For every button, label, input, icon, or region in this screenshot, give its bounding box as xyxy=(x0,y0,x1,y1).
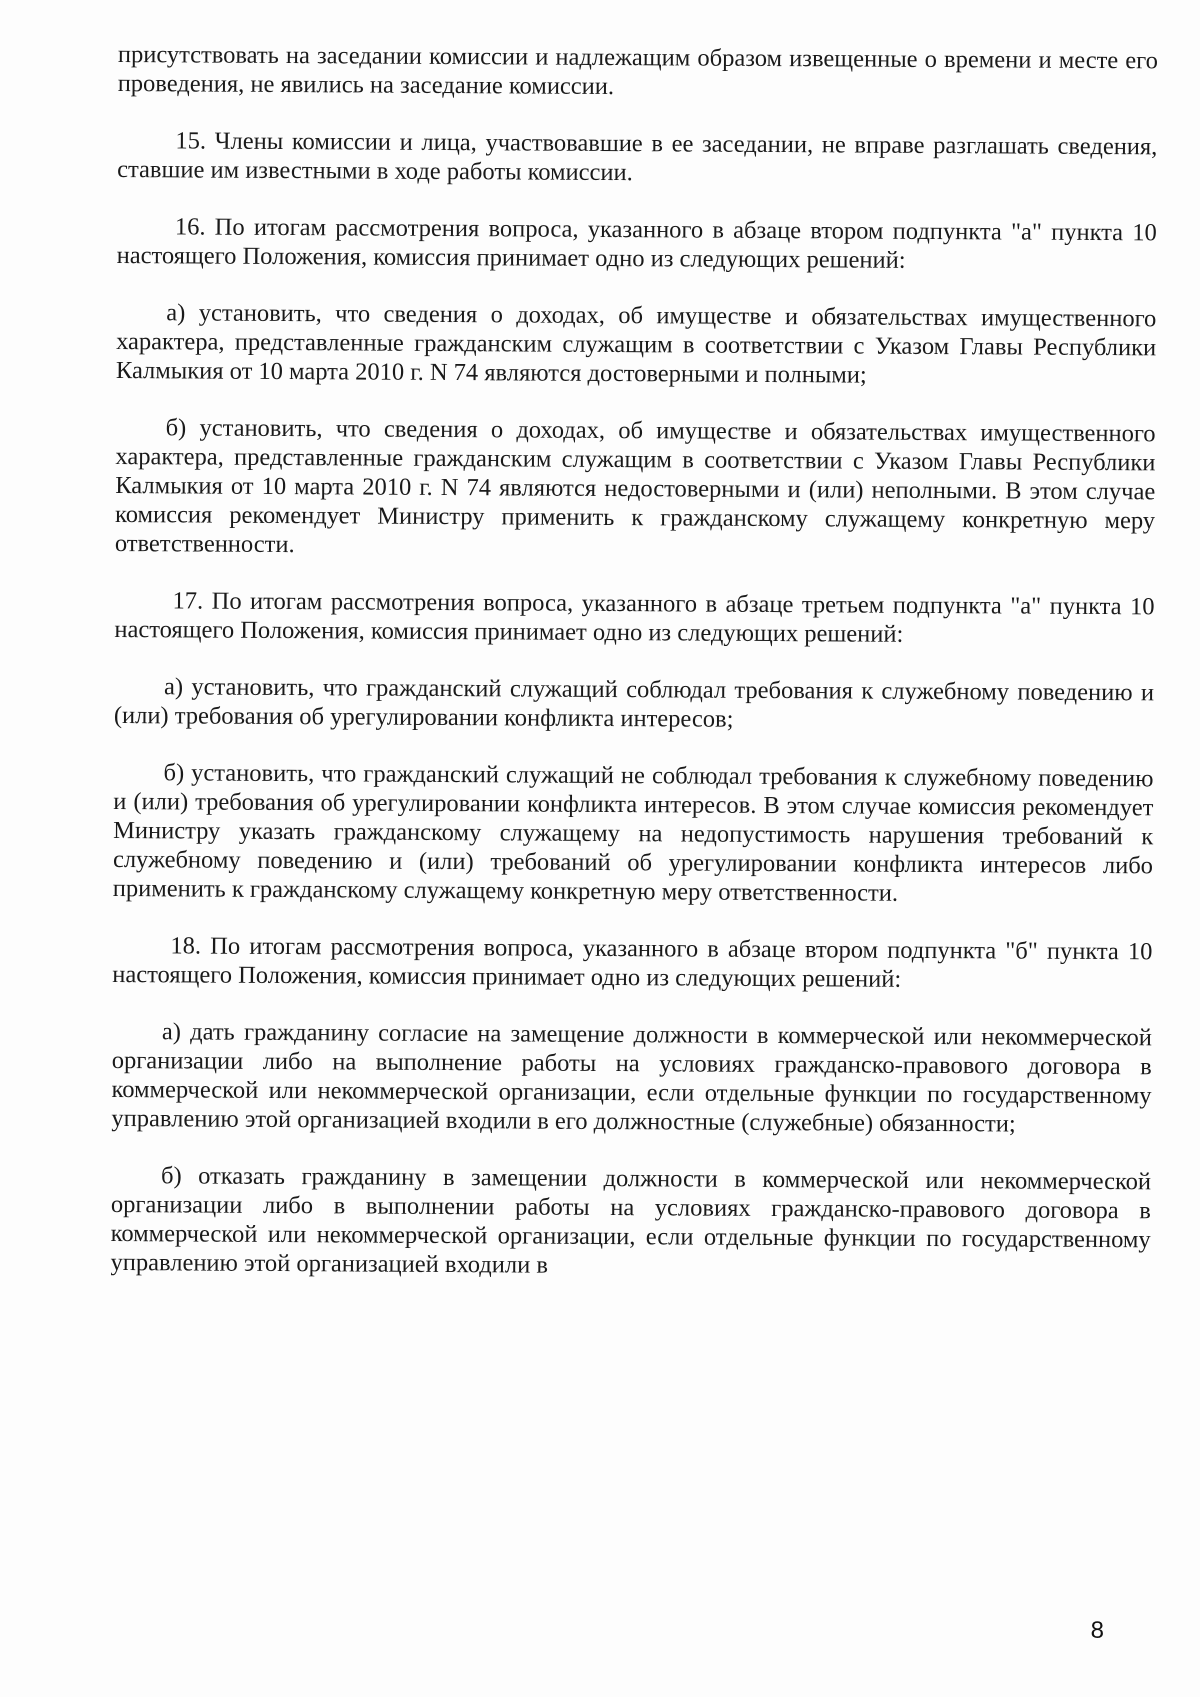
paragraph-item-18: 18. По итогам рассмотрения вопроса, указанного в абзаце втором подпункта "б" пункта 10 настоящего Положения, комиссия принимает одно из следующих решений: xyxy=(112,932,1153,993)
paragraph-item-18b: б) отказать гражданину в замещении должности в коммерческой или некоммерческой организации либо в выполнении работы на условиях гражданско-правового договора в коммерческой или некоммерческой организации, если отдельные функции по государственному управлению этой организацией входили в xyxy=(110,1162,1152,1279)
paragraph-item-16a: а) установить, что сведения о доходах, об имуществе и обязательствах имущественного характера, представленные гражданским служащим в соответствии с Указом Главы Республики Калмыкия от 10 марта 2010 г. N 74 являются достоверными и полными; xyxy=(115,299,1157,389)
paragraph-continuation: присутствовать на заседании комиссии и надлежащим образом извещенные о времени и месте его проведения, не явились на заседание комиссии. xyxy=(117,40,1158,101)
paragraph-item-17: 17. По итогам рассмотрения вопроса, указанного в абзаце третьем подпункта "а" пункта 10 настоящего Положения, комиссия принимает одно из следующих решений: xyxy=(114,587,1155,648)
paragraph-item-17b: б) установить, что гражданский служащий не соблюдал требования к служебному поведению и (или) требования об урегулировании конфликта интересов. В этом случае комиссия рекомендует Министру указать гражданскому служащему на недопустимость нарушения требований к служебному поведению и (или) требований об урегулировании конфликта интересов либо применить к гражданскому служащему конкретную меру ответственности. xyxy=(112,759,1154,907)
paragraph-item-16: 16. По итогам рассмотрения вопроса, указанного в абзаце втором подпункта "а" пункта 10 настоящего Положения, комиссия принимает одно из следующих решений: xyxy=(116,213,1157,274)
paragraph-item-15: 15. Члены комиссии и лица, участвовавшие в ее заседании, не вправе разглашать сведения, ставшие им известными в ходе работы комиссии. xyxy=(117,127,1158,187)
page-number: 8 xyxy=(1090,1617,1104,1644)
paragraph-item-16b: б) установить, что сведения о доходах, об имуществе и обязательствах имущественного характера, представленные гражданским служащим в соответствии с Указом Главы Республики Калмыкия от 10 марта 2010 г. N 74 являются недостоверными и (или) неполными. В этом случае комиссия рекомендует Министру применить к гражданскому служащему конкретную меру ответственности. xyxy=(114,414,1156,559)
paragraph-item-17a: а) установить, что гражданский служащий соблюдал требования к служебному поведению и (или) требования об урегулировании конфликта интересов; xyxy=(113,673,1155,733)
paragraph-item-18a: а) дать гражданину согласие на замещение должности в коммерческой или некоммерческой организации либо на выполнение работы на условиях гражданско-правового договора в коммерческой или некоммерческой организации, если отдельные функции по государственному управлению этой организацией входили в его должностные (служебные) обязанности; xyxy=(111,1018,1153,1138)
document-body xyxy=(110,40,1158,1311)
